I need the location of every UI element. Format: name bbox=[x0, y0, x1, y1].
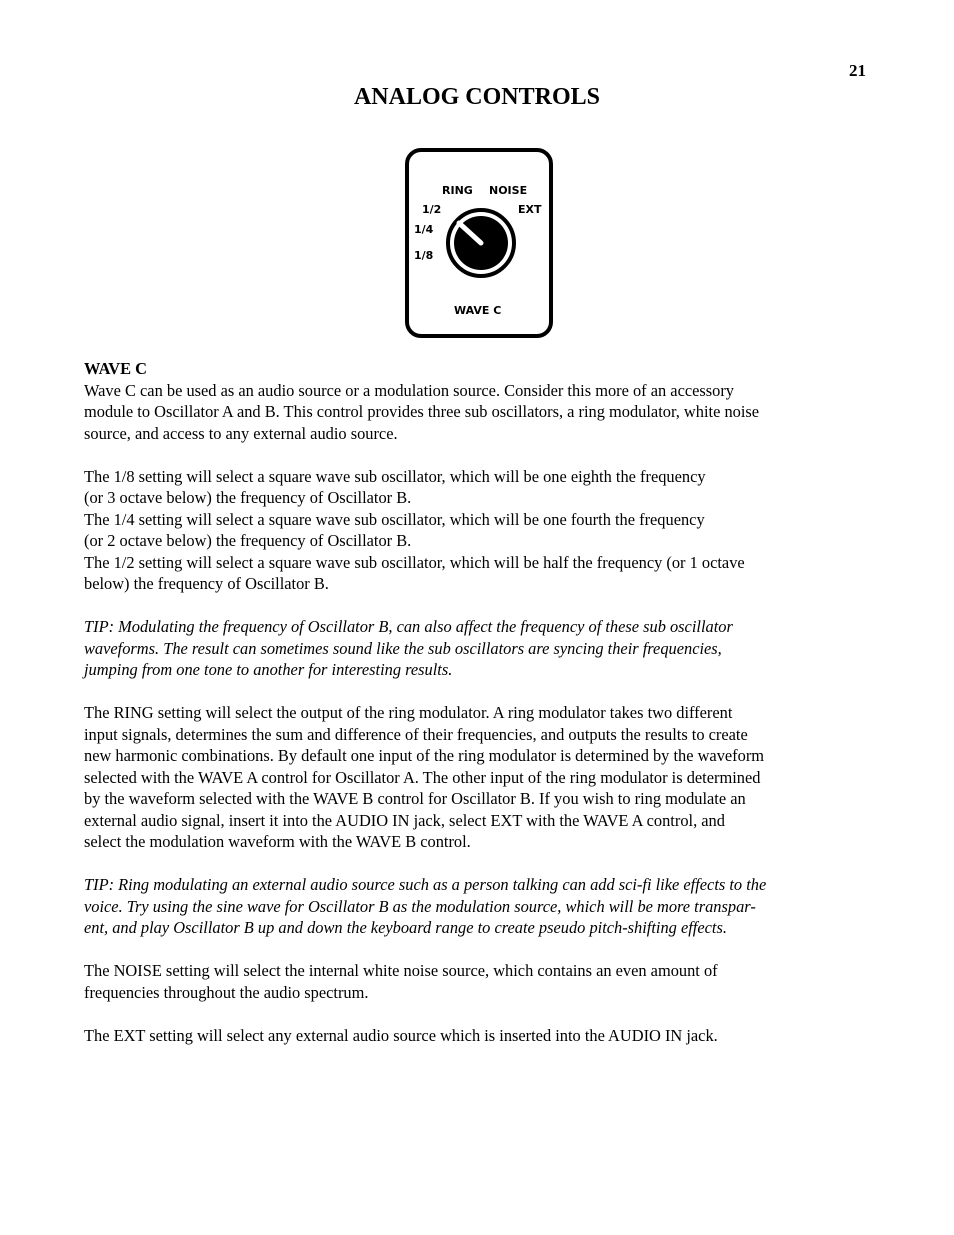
text-line: The 1/2 setting will select a square wave sub oscillator, which will be half the frequency (or 1 octave bbox=[84, 552, 745, 572]
text-line: source, and access to any external audio source. bbox=[84, 423, 398, 443]
page-number: 21 bbox=[849, 61, 866, 80]
sub-oscillator-paragraph bbox=[84, 466, 870, 595]
page-content bbox=[84, 358, 870, 1046]
label-eighth: 1/8 bbox=[414, 249, 434, 262]
text-line: The 1/8 setting will select a square wave sub oscillator, which will be one eighth the frequency bbox=[84, 466, 706, 486]
text-line: waveforms. The result can sometimes sound like the sub oscillators are syncing their frequencies, bbox=[84, 638, 722, 658]
text-line: The EXT setting will select any external audio source which is inserted into the AUDIO IN jack. bbox=[84, 1025, 718, 1045]
text-line: below) the frequency of Oscillator B. bbox=[84, 574, 329, 593]
text-line: jumping from one tone to another for interesting results. bbox=[84, 660, 453, 679]
text-line: selected with the WAVE A control for Oscillator A. The other input of the ring modulator is determined bbox=[84, 767, 761, 787]
text-line: input signals, determines the sum and difference of their frequencies, and outputs the results to create bbox=[84, 724, 748, 744]
label-noise: NOISE bbox=[489, 184, 528, 197]
tip-sub-oscillator bbox=[84, 616, 870, 681]
text-line: Wave C can be used as an audio source or a modulation source. Consider this more of an accessory bbox=[84, 380, 735, 400]
tip-ring-modulation bbox=[84, 874, 870, 939]
label-half: 1/2 bbox=[422, 203, 442, 216]
label-ring: RING bbox=[442, 184, 473, 197]
text-line: module to Oscillator A and B. This control provides three sub oscillators, a ring modulator, white noise bbox=[84, 402, 760, 421]
text-line: select the modulation waveform with the WAVE B control. bbox=[84, 832, 471, 851]
text-line: ent, and play Oscillator B up and down the keyboard range to create pseudo pitch-shifting effects. bbox=[84, 918, 727, 937]
text-line: voice. Try using the sine wave for Oscillator B as the modulation source, which will be more transpar- bbox=[84, 896, 756, 916]
ring-paragraph bbox=[84, 702, 870, 853]
text-line: new harmonic combinations. By default one input of the ring modulator is determined by the waveform bbox=[84, 746, 765, 765]
section-heading: WAVE C bbox=[84, 359, 147, 378]
label-quarter: 1/4 bbox=[414, 223, 434, 236]
page-title: ANALOG CONTROLS bbox=[353, 84, 601, 110]
label-wave-c: WAVE C bbox=[454, 304, 502, 317]
text-line: frequencies throughout the audio spectrum. bbox=[84, 982, 369, 1002]
text-line: external audio signal, insert it into the AUDIO IN jack, select EXT with the WAVE A control, and bbox=[84, 810, 725, 830]
text-line: The RING setting will select the output of the ring modulator. A ring modulator takes two different bbox=[84, 703, 733, 722]
intro-paragraph bbox=[84, 380, 870, 445]
label-ext: EXT bbox=[518, 203, 542, 216]
text-line: TIP: Modulating the frequency of Oscillator B, can also affect the frequency of these sub oscillator bbox=[84, 617, 733, 636]
ext-paragraph bbox=[84, 1025, 870, 1047]
wave-c-knob bbox=[448, 210, 514, 276]
wave-c-panel-illustration bbox=[404, 147, 554, 339]
text-line: (or 3 octave below) the frequency of Oscillator B. bbox=[84, 488, 412, 507]
text-line: The NOISE setting will select the internal white noise source, which contains an even amount of bbox=[84, 961, 718, 980]
text-line: by the waveform selected with the WAVE B control for Oscillator B. If you wish to ring modulate an bbox=[84, 789, 746, 808]
text-line: (or 2 octave below) the frequency of Oscillator B. bbox=[84, 531, 412, 550]
text-line: The 1/4 setting will select a square wave sub oscillator, which will be one fourth the frequency bbox=[84, 509, 705, 529]
wave-c-panel-figure bbox=[404, 147, 554, 339]
text-line: TIP: Ring modulating an external audio source such as a person talking can add sci-fi like effects to the bbox=[84, 875, 767, 894]
noise-paragraph bbox=[84, 960, 870, 1003]
